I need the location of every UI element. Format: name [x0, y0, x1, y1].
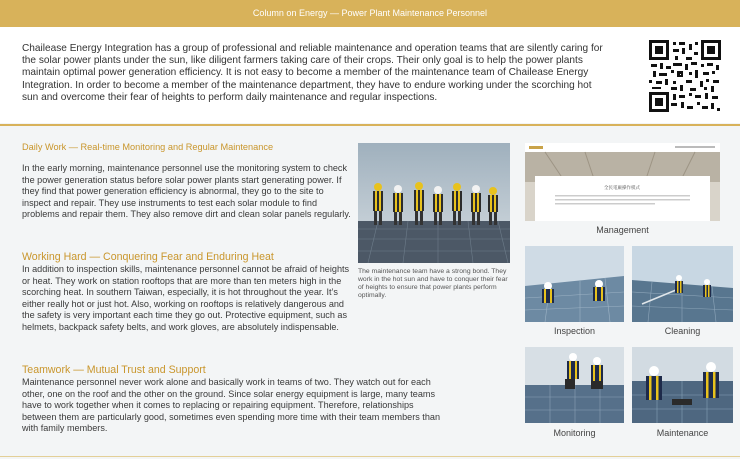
maintenance-photo — [632, 347, 733, 423]
section-teamwork-body: Maintenance personnel never work alone and basically work in teams of two. They watch out for each other, one on the roof and the other on the ground. Since solar energy equipment is large, many teams have to work together when it comes to replacing or repairing equipment. Therefore, relationships between them are particularly good, sometimes even spending more time with their team members than with family members. — [22, 377, 441, 434]
bottom-divider — [0, 456, 740, 457]
cleaning-photo — [632, 246, 733, 322]
section-working-hard-body: In addition to inspection skills, maintenance personnel cannot be afraid of heights or heat. They work on station rooftops that are more than ten meters high in the scorching heat. In southern Taiwan, especially, it is hot throughout the year. It’s either really hot or just hot. Also, working on rooftops is relatively dangerous and the safety is very important each time they go out. Protective equipment, such as helmets, backpack safety belts, and work gloves, are absolutely indispensable. — [22, 264, 350, 332]
intro-text: Chailease Energy Integration has a group of professional and reliable maintenance and operation teams that are silently caring for the solar power plants under the sun, like diligent farmers taking care of their crops. Their only goal is to help the power plants maintain optimal power generation efficiency. It is not easy to become a member of the maintenance team of Chailease Energy Integration. In order to become a member of the maintenance department, they have to endure working under the scorching hot sun and overcome their fear of heights to perform daily maintenance and regular inspections. — [22, 43, 603, 103]
section-daily-work-body: In the early morning, maintenance personnel use the monitoring system to check the power generation status before solar power plants start generating power. If they find that power generation efficiency is abnormal, they go to the site to inspect and repair. They use instruments to test each solar module to find problems and repair them. They also remove dirt and clean solar panels regularly. — [22, 163, 351, 220]
gold-divider — [0, 124, 740, 126]
page-header-bar — [0, 0, 740, 27]
section-working-hard-heading: Working Hard — Conquering Fear and Enduring Heat — [22, 251, 274, 263]
inspection-photo — [525, 246, 624, 322]
qr-code-graphic — [649, 40, 721, 112]
thumb-label-inspection: Inspection — [553, 326, 596, 336]
management-photo — [525, 143, 720, 221]
management-screen-title: 全民電廠操作模式 — [604, 186, 640, 191]
thumb-label-monitoring: Monitoring — [553, 428, 596, 438]
monitoring-photo — [525, 347, 624, 423]
section-daily-work-heading: Daily Work — Real-time Monitoring and Regular Maintenance — [22, 142, 274, 152]
page-header-title: Column on Energy — Power Plant Maintenance Personnel — [252, 8, 488, 18]
thumb-label-maintenance: Maintenance — [656, 428, 709, 438]
team-photo-caption: The maintenance team have a strong bond. They work in the hot sun and have to conquer their fear of heights to ensure that power plants perform optimally. — [358, 268, 508, 299]
team-photo — [358, 143, 510, 263]
thumb-label-cleaning: Cleaning — [664, 326, 701, 336]
thumb-label-management: Management — [596, 225, 649, 235]
section-teamwork-heading: Teamwork — Mutual Trust and Support — [22, 364, 206, 376]
intro-panel — [0, 27, 740, 123]
qr-code[interactable] — [649, 40, 721, 112]
